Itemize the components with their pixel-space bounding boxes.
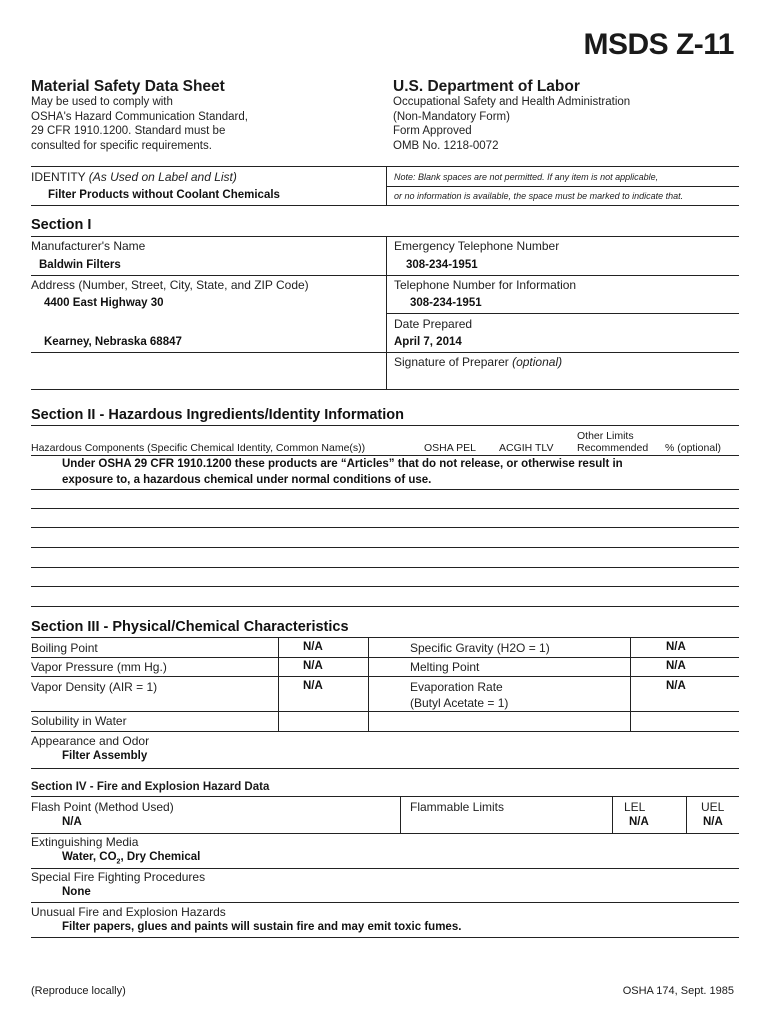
- rule: [31, 166, 739, 167]
- uel-value: N/A: [703, 816, 723, 828]
- vapor-pressure-label: Vapor Pressure (mm Hg.): [31, 660, 167, 674]
- left-line: 29 CFR 1910.1200. Standard must be: [31, 125, 226, 137]
- rule: [31, 833, 739, 834]
- date-value: April 7, 2014: [394, 336, 462, 348]
- rule: [31, 455, 739, 456]
- info-phone-value: 308-234-1951: [410, 297, 482, 309]
- section2-statement-line2: exposure to, a hazardous chemical under normal conditions of use.: [62, 474, 432, 486]
- form-code: MSDS Z-11: [583, 28, 734, 61]
- specific-gravity-label: Specific Gravity (H2O = 1): [410, 641, 550, 655]
- identity-note-line1: Note: Blank spaces are not permitted. If any item is not applicable,: [394, 172, 659, 182]
- flash-point-value: N/A: [62, 816, 82, 828]
- rule: [31, 676, 739, 677]
- rule: [31, 389, 739, 390]
- rule: [31, 489, 739, 490]
- extinguishing-media-text-b: , Dry Chemical: [120, 851, 201, 863]
- extinguishing-media-subscript: 2: [116, 858, 121, 866]
- rule: [31, 567, 739, 568]
- rule: [31, 711, 739, 712]
- rule: [31, 657, 739, 658]
- col-percent: % (optional): [665, 442, 722, 454]
- identity-note-line2: or no information is available, the space must be marked to indicate that.: [394, 191, 684, 201]
- col-components: Hazardous Components (Specific Chemical Identity, Common Name(s)): [31, 442, 366, 454]
- address-line2: Kearney, Nebraska 68847: [44, 336, 182, 348]
- special-procedures-value: None: [62, 886, 91, 898]
- rule: [31, 868, 739, 869]
- section3-title: Section III - Physical/Chemical Characteristics: [31, 619, 349, 635]
- rule: [31, 606, 739, 607]
- boiling-point-label: Boiling Point: [31, 641, 98, 655]
- col-other-recommended: Recommended: [577, 442, 649, 454]
- right-subtext: [393, 95, 630, 153]
- identity-label: [31, 170, 237, 184]
- right-title: U.S. Department of Labor: [393, 78, 580, 95]
- uel-label: UEL: [701, 800, 725, 814]
- col-osha-pel: OSHA PEL: [424, 442, 476, 454]
- emergency-phone-value: 308-234-1951: [406, 259, 478, 271]
- flammable-limits-label: Flammable Limits: [410, 800, 505, 814]
- rule: [31, 275, 739, 276]
- rule: [31, 937, 739, 938]
- rule: [278, 637, 279, 731]
- lel-value: N/A: [629, 816, 649, 828]
- signature-label-text: Signature of Preparer: [394, 355, 509, 369]
- col-other-limits: Other Limits: [577, 430, 634, 442]
- manufacturer-value: Baldwin Filters: [39, 259, 121, 271]
- identity-value: Filter Products without Coolant Chemicals: [48, 189, 280, 201]
- left-line: May be used to comply with: [31, 96, 173, 108]
- extinguishing-media-text-a: Water, CO: [62, 851, 117, 863]
- vapor-density-label: Vapor Density (AIR = 1): [31, 680, 158, 694]
- right-line: (Non-Mandatory Form): [393, 110, 510, 123]
- special-procedures-label: Special Fire Fighting Procedures: [31, 870, 206, 884]
- signature-label-italic: (optional): [512, 355, 563, 369]
- identity-label-text: IDENTITY: [31, 170, 86, 184]
- right-line: Occupational Safety and Health Administration: [393, 96, 631, 108]
- evaporation-rate-label: Evaporation Rate: [410, 680, 503, 694]
- emergency-phone-label: Emergency Telephone Number: [394, 239, 560, 253]
- rule: [612, 796, 613, 833]
- appearance-value: Filter Assembly: [62, 750, 148, 762]
- rule: [630, 637, 631, 731]
- rule: [31, 586, 739, 587]
- extinguishing-media-label: Extinguishing Media: [31, 835, 139, 849]
- left-title: Material Safety Data Sheet: [31, 78, 225, 95]
- flash-point-label: Flash Point (Method Used): [31, 800, 174, 814]
- rule: [686, 796, 687, 833]
- left-subtext: [31, 95, 248, 153]
- footer-right: OSHA 174, Sept. 1985: [622, 985, 734, 997]
- melting-point-label: Melting Point: [410, 660, 480, 674]
- evaporation-rate-value: N/A: [666, 680, 686, 692]
- rule: [31, 205, 739, 206]
- col-acgih-tlv: ACGIH TLV: [499, 442, 554, 454]
- identity-label-italic: (As Used on Label and List): [88, 170, 237, 184]
- section2-statement-line1: Under OSHA 29 CFR 1910.1200 these products are “Articles” that do not release, or otherwise result in: [62, 458, 623, 470]
- address-label: Address (Number, Street, City, State, and ZIP Code): [31, 278, 309, 292]
- rule: [31, 508, 739, 509]
- rule: [31, 236, 739, 237]
- rule: [31, 547, 739, 548]
- date-label: Date Prepared: [394, 317, 473, 331]
- rule: [31, 637, 739, 638]
- info-phone-label: Telephone Number for Information: [394, 278, 577, 292]
- vapor-pressure-value: N/A: [303, 660, 323, 672]
- rule: [31, 527, 739, 528]
- rule: [386, 186, 739, 187]
- left-line: consulted for specific requirements.: [31, 139, 212, 152]
- footer-left: (Reproduce locally): [31, 985, 126, 997]
- rule: [31, 425, 739, 426]
- lel-label: LEL: [624, 800, 646, 814]
- melting-point-value: N/A: [666, 660, 686, 672]
- rule: [386, 313, 739, 314]
- right-line: OMB No. 1218-0072: [393, 139, 499, 152]
- rule: [31, 731, 739, 732]
- rule: [31, 768, 739, 769]
- solubility-label: Solubility in Water: [31, 714, 127, 728]
- address-line1: 4400 East Highway 30: [44, 297, 164, 309]
- section2-title: Section II - Hazardous Ingredients/Identity Information: [31, 407, 405, 423]
- extinguishing-media-value: [62, 851, 200, 865]
- right-line: Form Approved: [393, 125, 472, 137]
- boiling-point-value: N/A: [303, 641, 323, 653]
- rule: [31, 796, 739, 797]
- unusual-hazards-value: Filter papers, glues and paints will sustain fire and may emit toxic fumes.: [62, 921, 462, 933]
- evaporation-rate-sub: (Butyl Acetate = 1): [410, 696, 509, 710]
- section1-title: Section I: [31, 217, 92, 233]
- signature-label: [394, 355, 562, 369]
- rule: [400, 796, 401, 833]
- manufacturer-label: Manufacturer's Name: [31, 239, 146, 253]
- unusual-hazards-label: Unusual Fire and Explosion Hazards: [31, 905, 226, 919]
- section4-title: Section IV - Fire and Explosion Hazard Data: [31, 781, 270, 793]
- appearance-label: Appearance and Odor: [31, 734, 150, 748]
- left-line: OSHA's Hazard Communication Standard,: [31, 110, 248, 123]
- rule: [368, 637, 369, 731]
- rule: [31, 352, 739, 353]
- specific-gravity-value: N/A: [666, 641, 686, 653]
- vapor-density-value: N/A: [303, 680, 323, 692]
- rule: [31, 902, 739, 903]
